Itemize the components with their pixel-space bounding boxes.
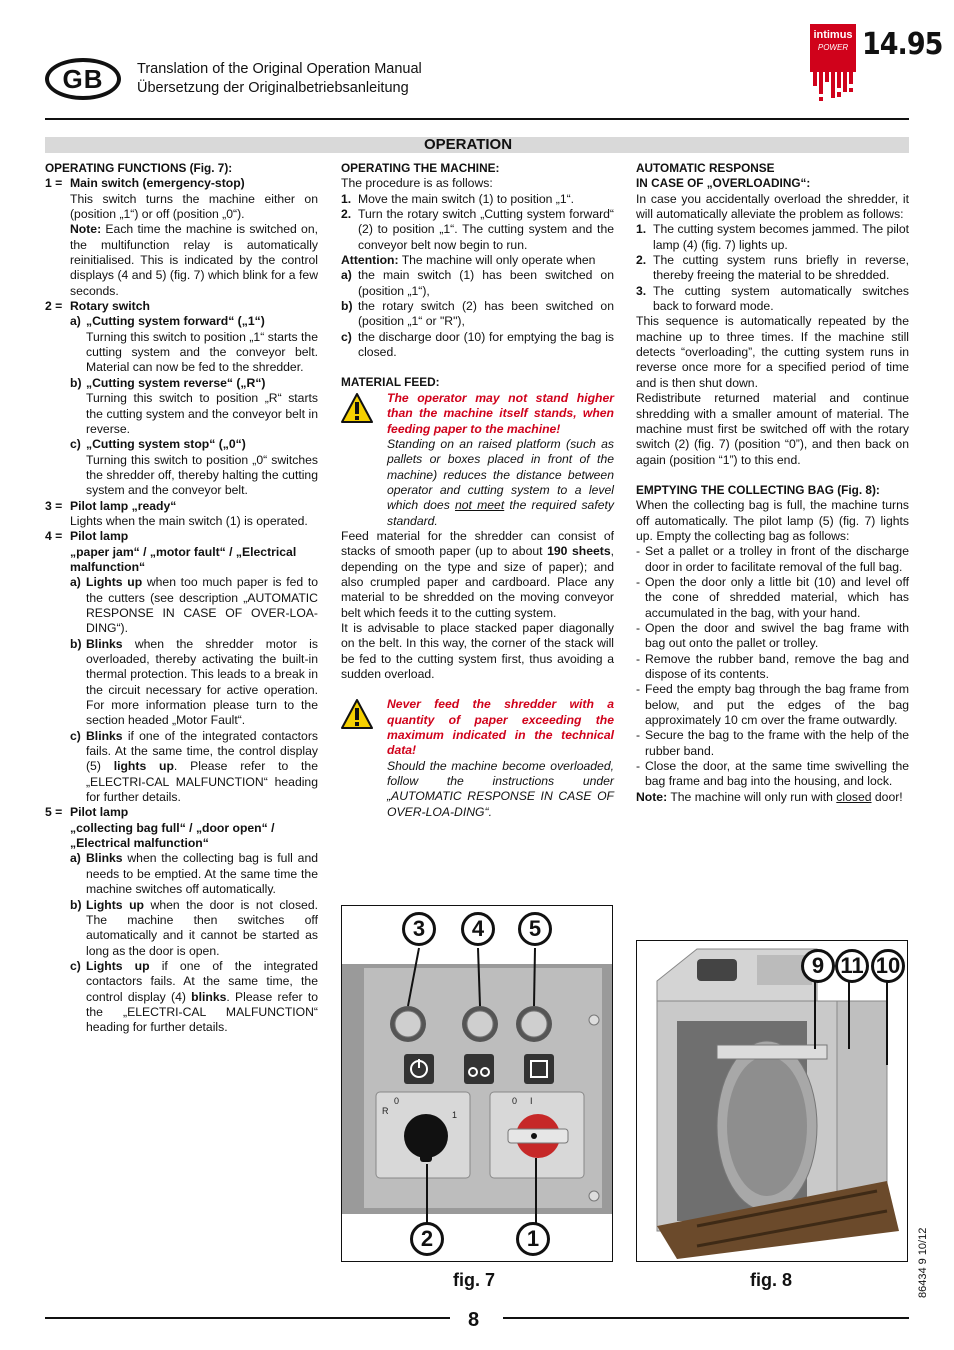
function-2b-text: Turning this switch to position „R“ starts the cutting system and the conveyor belt in reverse. [86,391,318,436]
callout-9: 9 [801,949,835,983]
condition-a: a) the main switch (1) has been switched on (position „1“), [341,268,614,298]
warning-icon [341,697,387,820]
function-5-subtitle: „collecting bag full“ / „door open“ / „Electrical malfunction“ [70,820,275,851]
function-4c: c) Blinks if one of the integrated contactors fails. At the same time, the control display (5) lights up. Please refer to the „ELECTRI-CAL MALFUNCTION“ heading for further details. [70,728,318,805]
emptying-step: - Remove the rubber band, remove the bag and dispose of its contents. [636,651,909,681]
emptying-step: - Feed the empty bag through the bag frame from below, and put the edges of the bag approximately 10 cm over the frame outwardly. [636,682,909,728]
warning-1-red: The operator may not stand higher than the machine itself stands, when feeding paper to the machine! [387,390,614,436]
function-item-5: 5 = Pilot lamp [45,805,129,820]
condition-b: b) the rotary switch (2) has been switched on (position „1“ or "R"), [341,299,614,329]
svg-text:1: 1 [452,1110,458,1120]
warning-stand-higher [341,391,614,529]
overload-step-3: 3. The cutting system automatically switches back to forward mode. [636,283,909,314]
control-panel-photo [342,906,612,1261]
emptying-step: - Set a pallet or a trolley in front of the discharge door in order to facilitate removal of the full bag. [636,544,909,574]
function-item-2: 2 = Rotary switch [45,299,150,314]
column-operating-functions [45,161,318,1036]
document-code: 86434 9 10/12 [917,1227,929,1298]
function-5b: b) Lights up when the door is not closed. The machine then switches off automatically and it cannot be started as long as the door is open. [70,897,318,958]
heading-automatic-response: AUTOMATIC RESPONSE IN CASE OF „OVERLOADING“: [636,161,811,191]
column-operating-machine [341,161,614,820]
function-4a: a) Lights up when too much paper is fed to the cutters (see description „AUTOMATIC RESPONSE IN CASE OF OVER-LOA-DING“). [70,575,318,636]
closed-door-note: Note: The machine will only run with closed door! [636,789,903,804]
function-5c: c) Lights up if one of the integrated contactors fails. At the same time, the control display (4) blinks. Please refer to the „ELECTRI-CAL MALFUNCTION“ heading for further details. [70,958,318,1035]
heading-operating-machine: OPERATING THE MACHINE: [341,161,500,175]
emptying-step: - Close the door, at the same time swivelling the bag frame and bag into the housing, and lock. [636,759,909,789]
svg-text:I: I [530,1096,533,1106]
shredder-bag-photo [637,941,907,1261]
column-automatic-response [636,161,909,805]
svg-text:intimus: intimus [813,29,853,41]
emptying-step: - Open the door and swivel the bag frame with bag out onto the pallet or trolley. [636,620,909,651]
intimus-logo [810,24,856,104]
warning-2-text: Should the machine become overloaded, follow the instructions under „AUTOMATIC RESPONSE IN CASE OF OVER-LOA-DING“. [387,758,614,819]
warning-icon [341,391,387,529]
emptying-intro: When the collecting bag is full, the machine turns off automatically. The pilot lamp (5) (fig. 7) lights up. Empty the collecting bag as follows: [636,498,909,543]
redistribute-text: Redistribute returned material and continue shredding with a smaller amount of material. The machine must first be switched off with the rotary switch (2) (fig. 7) (position “0”), and then back on again (position “1”) to this end. [636,391,909,467]
svg-text:0: 0 [394,1096,400,1106]
warning-2-red: Never feed the shredder with a quantity of paper exceeding the maximum indicated in the technical data! [387,697,614,758]
overload-sequence-text: This sequence is automatically repeated by the machine up to three times. If the machine still detects “overloading”, the cutting system runs in reverse once more for a specified period of time and is then shut down. [636,314,909,390]
function-4b: b) Blinks when the shredder motor is overloaded, thereby activating the built-in thermal protection. This leads to a break in the circuit necessary for active operation. For more information please turn to the section headed „Motor Fault“. [70,636,318,728]
function-item-1: 1 = Main switch (emergency-stop) [45,176,245,191]
function-2c-text: Turning this switch to position „0“ switches the shredder off, thereby halting the cutting system and the conveyor belt. [86,452,318,498]
function-1-text: This switch turns the machine either on (position „1“) or off (position „0“). Note: Each time the machine is switched on, the multifunction relay is automatically reinitialised. This is indicated by the control displays (4 and 5) (fig. 7) which blink for a few seconds. [70,191,318,298]
footer-rule-right [503,1317,909,1319]
function-item-4: 4 = Pilot lamp [45,529,129,544]
callout-4: 4 [461,912,495,946]
warning-overload [341,697,614,820]
overload-step-1: 1. The cutting system becomes jammed. The pilot lamp (4) (fig. 7) lights up. [636,222,909,252]
procedure-step-2: 2. Turn the rotary switch „Cutting system forward“ (2) to position „1“. The cutting system and the conveyor belt now begin to run. [341,207,614,252]
function-2b: b) „Cutting system reverse“ („R“) [70,375,266,390]
emptying-step: - Open the door only a little bit (10) and level off the cone of shredded material, which has accumulated in the bag, with your hand. [636,574,909,620]
overload-step-2: 2. The cutting system runs briefly in reverse, thereby freeing the material to be shredded. [636,253,909,283]
figure-8-shredder-bag [636,940,908,1262]
figure-8-label: fig. 8 [750,1270,793,1290]
manual-title-en: Translation of the Original Operation Manual [137,61,422,77]
callout-5: 5 [518,912,552,946]
footer-rule-left [45,1317,450,1319]
svg-text:R: R [382,1106,389,1116]
figure-7-control-panel [341,905,613,1262]
callout-1: 1 [516,1222,550,1256]
function-2c: c) „Cutting system stop“ („0“) [70,437,246,452]
overload-intro: In case you accidentally overload the shredder, it will automatically alleviate the problem as follows: [636,191,909,222]
emptying-step: - Secure the bag to the frame with the help of the rubber band. [636,728,909,758]
section-title: OPERATION [424,136,513,153]
feed-material-text: Feed material for the shredder can consist of stacks of smooth paper (up to about 190 sheets, depending on the type and size of paper); and also crumpled paper and cardboard. Place any material to be shredded on the moving conveyor belt which feeds it to the cutting system. [341,528,615,620]
callout-11: 11 [835,949,869,983]
attention-text: Attention: The machine will only operate when [341,253,596,268]
function-4-subtitle: „paper jam“ / „motor fault“ / „Electrical malfunction“ [70,544,297,574]
procedure-intro: The procedure is as follows: [341,176,493,191]
heading-material-feed: MATERIAL FEED: [341,375,440,390]
callout-10: 10 [871,949,905,983]
svg-text:POWER: POWER [817,43,849,52]
stacked-paper-text: It is advisable to place stacked paper diagonally on the belt. In this way, the corner of the stack will be fed to the cutting system first, thus avoiding a sudden overload. [341,620,614,681]
svg-text:0: 0 [512,1096,518,1106]
language-badge: GB [45,58,121,100]
procedure-step-1: 1. Move the main switch (1) to position „1“. [341,191,575,206]
figure-7-label: fig. 7 [453,1270,496,1290]
function-3-text: Lights when the main switch (1) is operated. [70,513,308,528]
callout-2: 2 [410,1222,444,1256]
warning-1-text: Standing on an raised platform (such as pallets or boxes placed in front of the machine) reduces the distance between operator and cutting system to a level which does not meet the required safety standard. [387,436,614,528]
function-item-3: 3 = Pilot lamp „ready“ [45,498,177,513]
manual-title-de: Übersetzung der Originalbetriebsanleitung [137,80,409,96]
heading-operating-functions: OPERATING FUNCTIONS (Fig. 7): [45,161,233,175]
page-number: 8 [468,1309,480,1331]
function-2a-text: Turning this switch to position „1“ starts the cutting system and the conveyor belt. Material can now be fed to the shredder. [86,329,318,375]
function-5a: a) Blinks when the collecting bag is full and needs to be emptied. At the same time the machine switches off automatically. [70,851,318,897]
condition-c: c) the discharge door (10) for emptying the bag is closed. [341,329,614,360]
heading-emptying-bag: EMPTYING THE COLLECTING BAG (Fig. 8): [636,482,880,497]
function-2a: a) „Cutting system forward“ („1“) [70,314,265,329]
callout-3: 3 [402,912,436,946]
header-rule [45,118,909,120]
manual-title [137,60,422,98]
model-number: 14.95 [862,27,943,62]
